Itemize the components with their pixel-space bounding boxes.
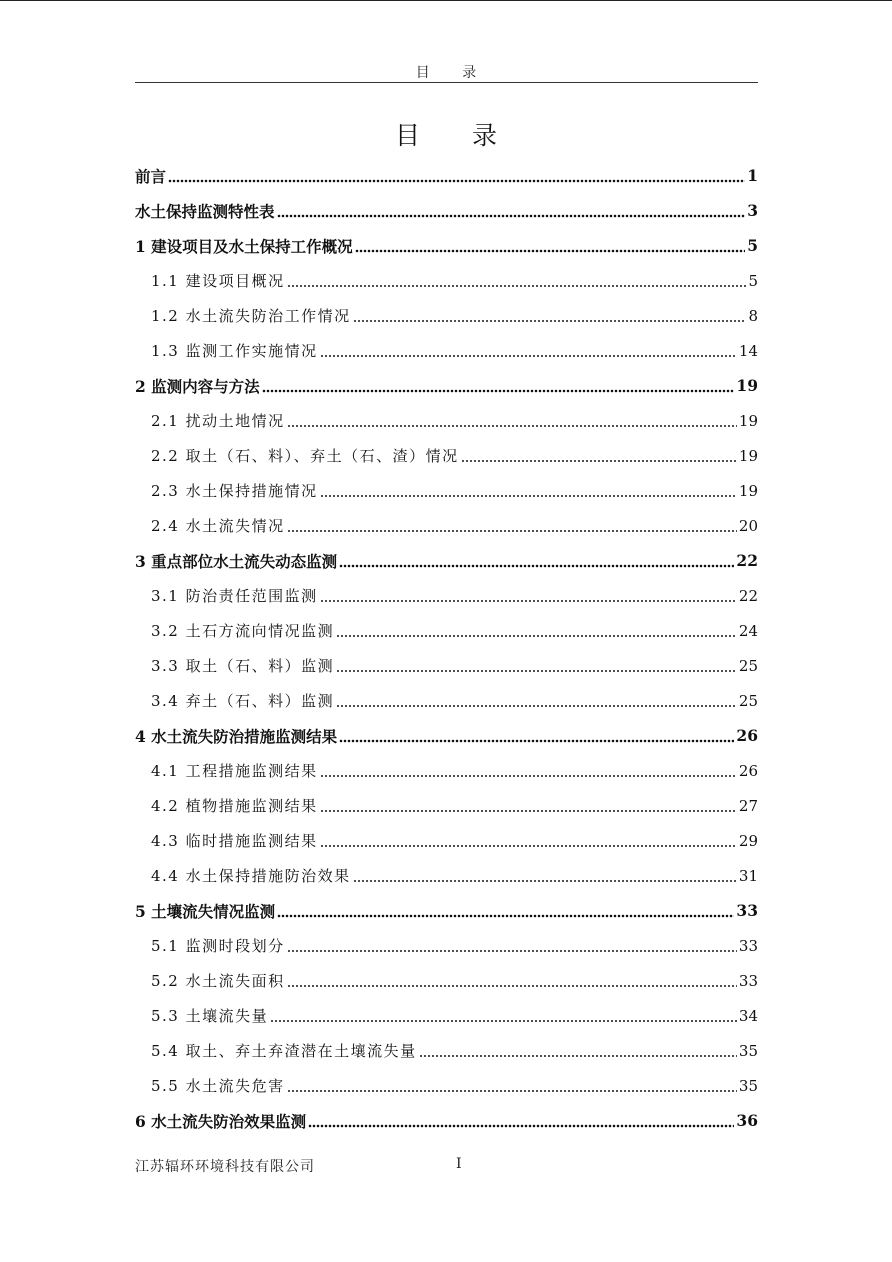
toc-dot-leader: [287, 984, 737, 988]
toc-section-entry[interactable]: [135, 963, 758, 998]
running-header: 目 录: [415, 65, 491, 81]
toc-section-entry[interactable]: [135, 823, 758, 858]
toc-dot-leader: [287, 1089, 737, 1093]
toc-dot-leader: [336, 634, 737, 638]
toc-entry-label: 2.3 水土保持措施情况: [151, 482, 318, 500]
toc-dot-leader: [336, 669, 737, 673]
toc-dot-leader: [320, 599, 737, 603]
toc-entry-page: 26: [736, 726, 758, 745]
toc-entry-label: 3 重点部位水土流失动态监测: [135, 551, 338, 571]
toc-entry-page: 33: [738, 971, 758, 990]
toc-dot-leader: [355, 249, 746, 253]
toc-dot-leader: [320, 809, 737, 813]
toc-entry-page: 19: [738, 411, 758, 430]
toc-entry-label: 5.1 监测时段划分: [151, 937, 285, 955]
toc-dot-leader: [353, 879, 737, 883]
toc-entry-label: 3.2 土石方流向情况监测: [151, 622, 335, 640]
toc-chapter-entry[interactable]: [135, 718, 758, 753]
toc-entry-page: 24: [738, 621, 758, 640]
toc-dot-leader: [320, 354, 737, 358]
toc-entry-page: 26: [738, 761, 758, 780]
toc-section-entry[interactable]: [135, 613, 758, 648]
toc-entry-page: 36: [736, 1111, 758, 1130]
toc-dot-leader: [277, 914, 734, 918]
toc-entry-page: 19: [738, 481, 758, 500]
toc-section-entry[interactable]: [135, 298, 758, 333]
toc-entry-page: 20: [738, 516, 758, 535]
toc-section-entry[interactable]: [135, 578, 758, 613]
toc-chapter-entry[interactable]: [135, 1103, 758, 1138]
toc-dot-leader: [262, 389, 735, 393]
toc-section-entry[interactable]: [135, 473, 758, 508]
toc-section-entry[interactable]: [135, 928, 758, 963]
toc-entry-label: 5.2 水土流失面积: [151, 972, 285, 990]
toc-dot-leader: [320, 774, 737, 778]
toc-entry-page: 19: [738, 446, 758, 465]
toc-chapter-entry[interactable]: [135, 158, 758, 193]
toc-dot-leader: [308, 1124, 734, 1128]
toc-dot-leader: [353, 319, 747, 323]
toc-entry-page: 33: [736, 901, 758, 920]
footer-page-number: I: [456, 1156, 462, 1172]
toc-entry-page: 27: [738, 796, 758, 815]
toc-entry-page: 31: [738, 866, 758, 885]
toc-section-entry[interactable]: [135, 753, 758, 788]
toc-dot-leader: [336, 704, 737, 708]
toc-dot-leader: [320, 494, 737, 498]
toc-entry-page: 8: [748, 306, 758, 325]
toc-entry-label: 5 土壤流失情况监测: [135, 901, 276, 921]
toc-dot-leader: [419, 1054, 737, 1058]
toc-entry-page: 1: [747, 166, 758, 185]
toc-dot-leader: [270, 1019, 737, 1023]
toc-dot-leader: [287, 529, 737, 533]
toc-entry-page: 5: [747, 236, 758, 255]
toc-entry-label: 4.2 植物措施监测结果: [151, 797, 318, 815]
toc-dot-leader: [168, 179, 745, 183]
toc-section-entry[interactable]: [135, 263, 758, 298]
toc-entry-label: 3.4 弃土（石、料）监测: [151, 692, 335, 710]
toc-dot-leader: [287, 284, 747, 288]
toc-entry-page: 5: [748, 271, 758, 290]
toc-dot-leader: [277, 214, 746, 218]
toc-entry-label: 4 水土流失防治措施监测结果: [135, 726, 338, 746]
toc-section-entry[interactable]: [135, 858, 758, 893]
toc-entry-page: 25: [738, 691, 758, 710]
toc-entry-label: 1 建设项目及水土保持工作概况: [135, 236, 353, 256]
toc-entry-label: 4.1 工程措施监测结果: [151, 762, 318, 780]
toc-section-entry[interactable]: [135, 1068, 758, 1103]
toc-entry-label: 5.5 水土流失危害: [151, 1077, 285, 1095]
toc-section-entry[interactable]: [135, 998, 758, 1033]
toc-entry-label: 4.4 水土保持措施防治效果: [151, 867, 351, 885]
toc-entry-label: 5.3 土壤流失量: [151, 1007, 269, 1025]
toc-dot-leader: [461, 459, 737, 463]
toc-entry-label: 2.2 取土（石、料）、弃土（石、渣）情况: [151, 447, 459, 465]
toc-section-entry[interactable]: [135, 788, 758, 823]
toc-section-entry[interactable]: [135, 403, 758, 438]
toc-section-entry[interactable]: [135, 508, 758, 543]
toc-chapter-entry[interactable]: [135, 193, 758, 228]
toc-entry-page: 33: [738, 936, 758, 955]
toc-entry-label: 前言: [135, 166, 167, 186]
toc-entry-label: 2 监测内容与方法: [135, 376, 260, 396]
toc-entry-page: 34: [738, 1006, 758, 1025]
toc-entry-label: 1.1 建设项目概况: [151, 272, 285, 290]
toc-entry-page: 29: [738, 831, 758, 850]
toc-chapter-entry[interactable]: [135, 228, 758, 263]
toc-entry-label: 1.3 监测工作实施情况: [151, 342, 318, 360]
page-top-border: [0, 0, 892, 1]
toc-entry-label: 4.3 临时措施监测结果: [151, 832, 318, 850]
toc-entry-label: 6 水土流失防治效果监测: [135, 1111, 307, 1131]
toc-dot-leader: [287, 949, 737, 953]
toc-dot-leader: [339, 739, 734, 743]
toc-section-entry[interactable]: [135, 438, 758, 473]
toc-chapter-entry[interactable]: [135, 368, 758, 403]
toc-entry-label: 3.1 防治责任范围监测: [151, 587, 318, 605]
page-title: 目 录: [395, 121, 519, 150]
toc-entry-page: 25: [738, 656, 758, 675]
toc-entry-label: 2.4 水土流失情况: [151, 517, 285, 535]
footer-company: 江苏辐环环境科技有限公司: [135, 1159, 315, 1175]
toc-entry-label: 水土保持监测特性表: [135, 201, 275, 221]
toc-section-entry[interactable]: [135, 1033, 758, 1068]
toc-chapter-entry[interactable]: [135, 543, 758, 578]
toc-entry-page: 14: [738, 341, 758, 360]
toc-entry-page: 3: [747, 201, 758, 220]
toc-chapter-entry[interactable]: [135, 893, 758, 928]
header-divider: [135, 82, 758, 83]
toc-entry-page: 35: [738, 1076, 758, 1095]
toc-section-entry[interactable]: [135, 333, 758, 368]
toc-dot-leader: [339, 564, 734, 568]
toc-section-entry[interactable]: [135, 683, 758, 718]
toc-entry-label: 2.1 扰动土地情况: [151, 412, 285, 430]
toc-entry-label: 5.4 取土、弃土弃渣潜在土壤流失量: [151, 1042, 417, 1060]
toc-section-entry[interactable]: [135, 648, 758, 683]
toc-dot-leader: [320, 844, 737, 848]
toc-entry-page: 19: [736, 376, 758, 395]
toc-entry-page: 22: [738, 586, 758, 605]
toc-entry-page: 35: [738, 1041, 758, 1060]
toc-entry-label: 3.3 取土（石、料）监测: [151, 657, 335, 675]
toc-dot-leader: [287, 424, 737, 428]
table-of-contents: [135, 158, 758, 1138]
toc-entry-page: 22: [736, 551, 758, 570]
toc-entry-label: 1.2 水土流失防治工作情况: [151, 307, 351, 325]
